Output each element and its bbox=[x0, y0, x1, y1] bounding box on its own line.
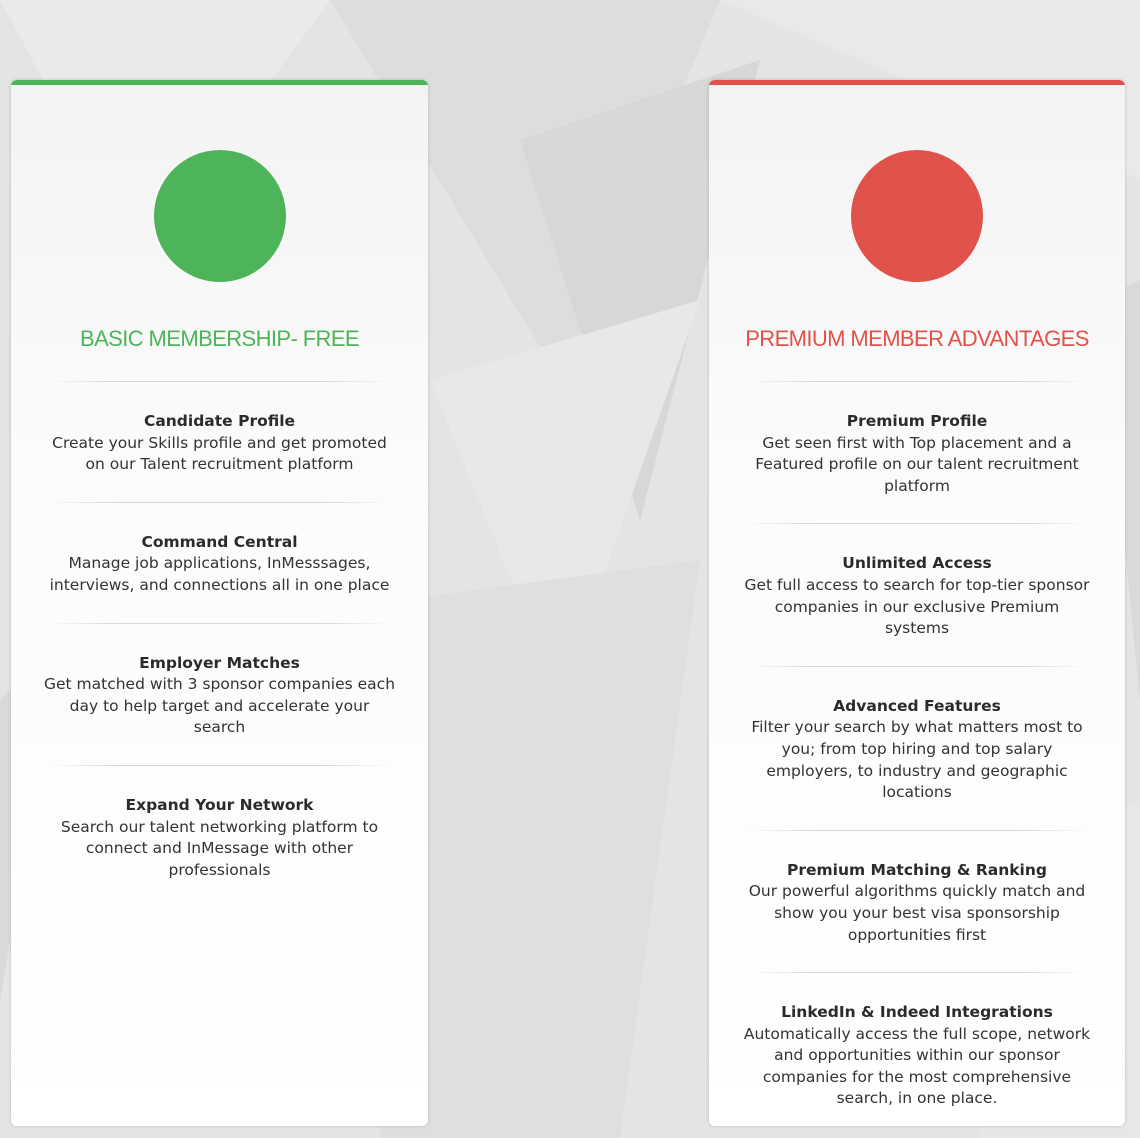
premium-circle-icon bbox=[851, 150, 983, 282]
premium-feature-list bbox=[743, 381, 1091, 1126]
feature-item bbox=[49, 503, 390, 623]
premium-card-accent-bar bbox=[709, 80, 1125, 85]
feature-description: Our powerful algorithms quickly match and show you your best visa sponsorship opportunities first bbox=[748, 882, 1086, 944]
feature-title: Command Central bbox=[141, 532, 298, 551]
feature-item bbox=[43, 624, 396, 765]
feature-description: Search our talent networking platform to connect and InMessage with other professionals bbox=[60, 817, 379, 879]
premium-card-title: PREMIUM MEMBER ADVANTAGES bbox=[745, 326, 1089, 351]
feature-description: Get full access to search for top-tier sponsor companies in our exclusive Premium systems bbox=[744, 575, 1090, 638]
basic-card-title: BASIC MEMBERSHIP- FREE bbox=[80, 326, 359, 351]
feature-description: Automatically access the full scope, network and opportunities within our sponsor companies for the most comprehensive search, in one place. bbox=[743, 1024, 1091, 1108]
feature-item bbox=[743, 973, 1091, 1126]
feature-title: Premium Matching & Ranking bbox=[786, 860, 1047, 879]
basic-card-accent-bar bbox=[11, 80, 428, 85]
feature-item bbox=[747, 667, 1087, 830]
basic-membership-card bbox=[11, 80, 428, 1126]
feature-title: Unlimited Access bbox=[842, 554, 992, 573]
feature-title: Premium Profile bbox=[846, 412, 988, 430]
feature-description: Get seen first with Top placement and a Featured profile on our talent recruitment platform bbox=[755, 433, 1079, 495]
feature-title: Employer Matches bbox=[139, 653, 300, 672]
feature-item bbox=[49, 766, 390, 907]
feature-description: Create your Skills profile and get promoted on our Talent recruitment platform bbox=[52, 433, 387, 474]
feature-item bbox=[744, 524, 1090, 665]
feature-title: Advanced Features bbox=[833, 696, 1001, 715]
feature-title: Expand Your Network bbox=[125, 795, 314, 814]
feature-item bbox=[747, 831, 1087, 972]
basic-feature-list bbox=[43, 381, 396, 907]
feature-title: LinkedIn & Indeed Integrations bbox=[781, 1003, 1053, 1022]
feature-description: Get matched with 3 sponsor companies each day to help target and accelerate your search bbox=[43, 675, 396, 737]
feature-description: Filter your search by what matters most to you; from top hiring and top salary employers, to industry and geographic locations bbox=[751, 718, 1083, 802]
basic-circle-icon bbox=[154, 150, 286, 282]
premium-membership-card bbox=[709, 80, 1125, 1126]
feature-item bbox=[49, 382, 390, 502]
feature-description: Manage job applications, InMesssages, interviews, and connections all in one place bbox=[49, 554, 390, 594]
feature-item bbox=[747, 382, 1087, 523]
feature-title: Candidate Profile bbox=[143, 412, 296, 430]
